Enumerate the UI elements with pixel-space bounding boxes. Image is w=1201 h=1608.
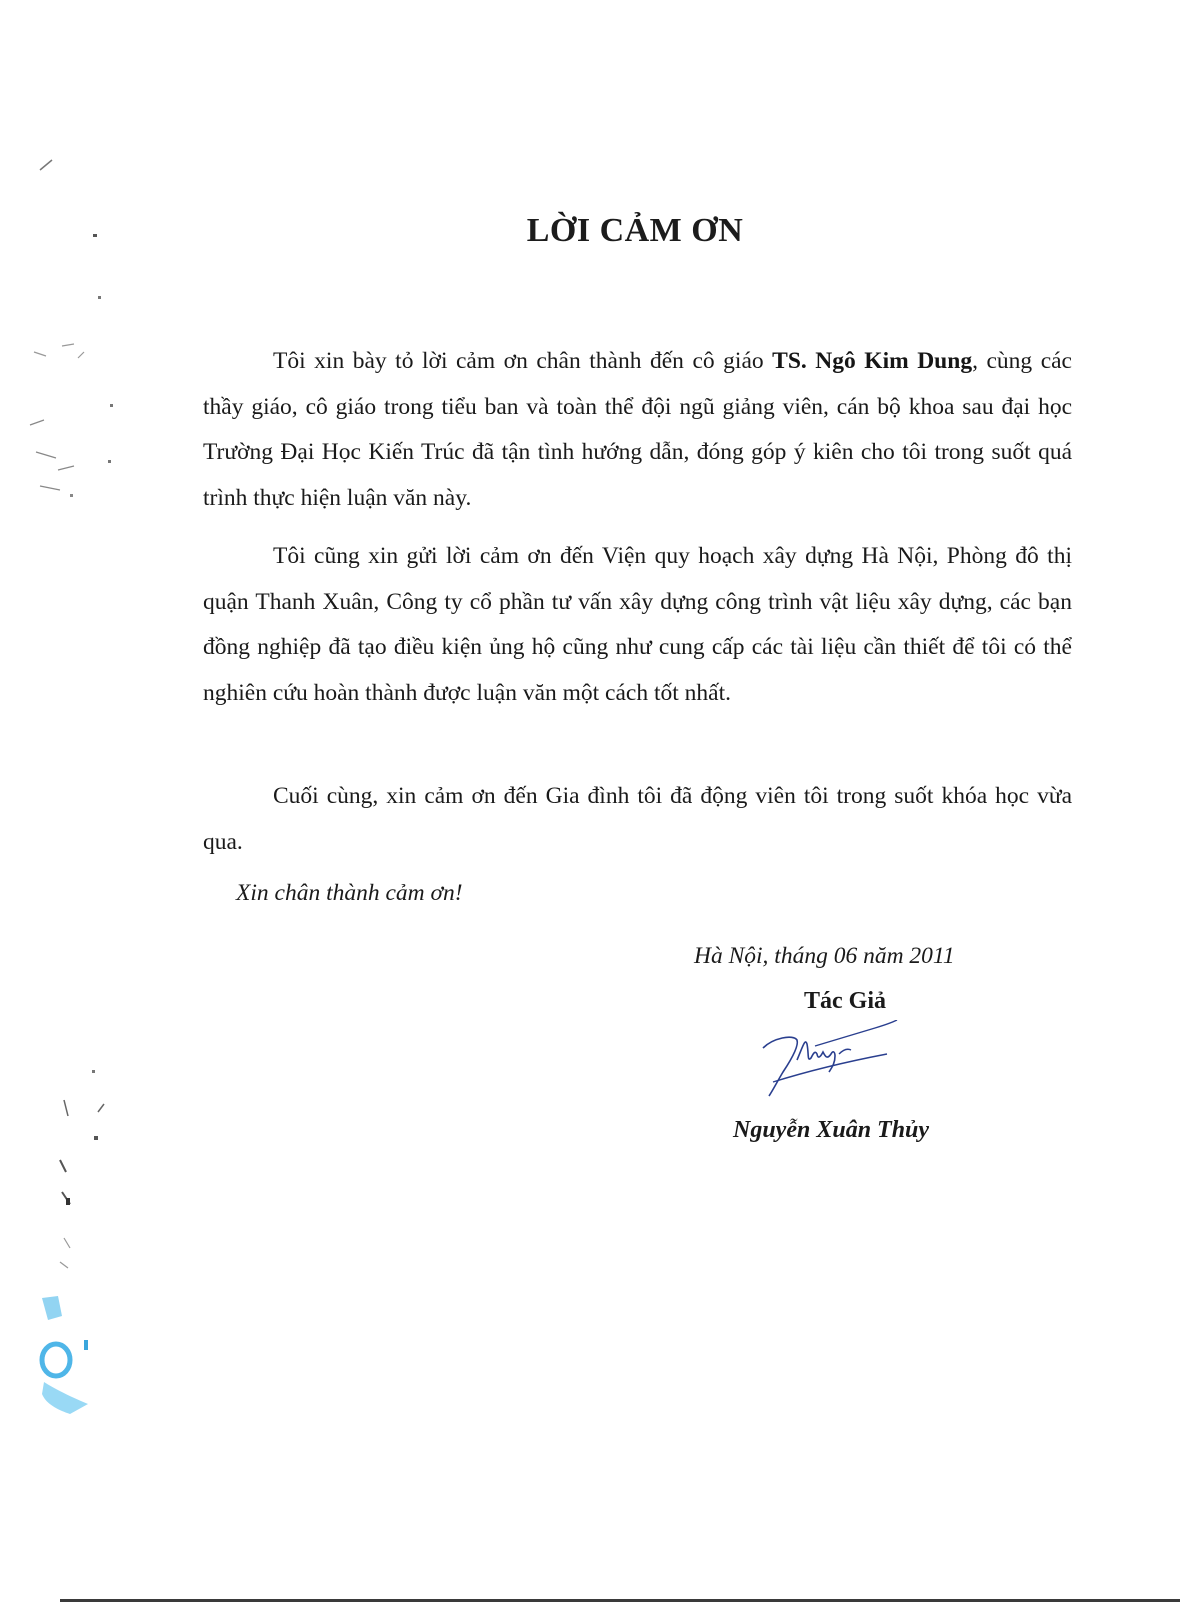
place-date: Hà Nội, tháng 06 năm 2011 bbox=[694, 943, 955, 969]
paragraph1-text-before: Tôi xin bày tỏ lời cảm ơn chân thành đến cô giáo bbox=[273, 348, 773, 374]
page-title: LỜI CẢM ƠN bbox=[526, 212, 744, 249]
paragraph-acknowledgement-advisor bbox=[203, 339, 1072, 521]
paragraph1-text-after: , cùng các thầy giáo, cô giáo trong tiểu ban và toàn thể đội ngũ giảng viên, cán bộ khoa sau đại học Trường Đại Học Kiến Trúc đã tận tình hướng dẫn, đóng góp ý kiên cho tôi trong suốt quá trình thực hiện luận văn này. bbox=[203, 348, 1072, 511]
author-name: Nguyễn Xuân Thủy bbox=[733, 1117, 930, 1143]
paragraph-acknowledgement-organizations: Tôi cũng xin gửi lời cảm ơn đến Viện quy hoạch xây dựng Hà Nội, Phòng đô thị quận Thanh Xuân, Công ty cổ phần tư vấn xây dựng công trình vật liệu xây dựng, các bạn đồng nghiệp đã tạo điều kiện ủng hộ cũng như cung cấp các tài liệu cần thiết để tôi có thể nghiên cứu hoàn thành được luận văn một cách tốt nhất. bbox=[203, 543, 1072, 706]
bottom-border-line bbox=[60, 1599, 1180, 1602]
advisor-name: TS. Ngô Kim Dung bbox=[772, 348, 973, 374]
paragraph-acknowledgement-family: Cuối cùng, xin cảm ơn đến Gia đình tôi đã động viên tôi trong suốt khóa học vừa qua. bbox=[203, 783, 1072, 855]
author-role: Tác Giả bbox=[804, 988, 886, 1014]
handwritten-signature bbox=[755, 1020, 925, 1100]
closing-line: Xin chân thành cảm ơn! bbox=[236, 880, 463, 906]
